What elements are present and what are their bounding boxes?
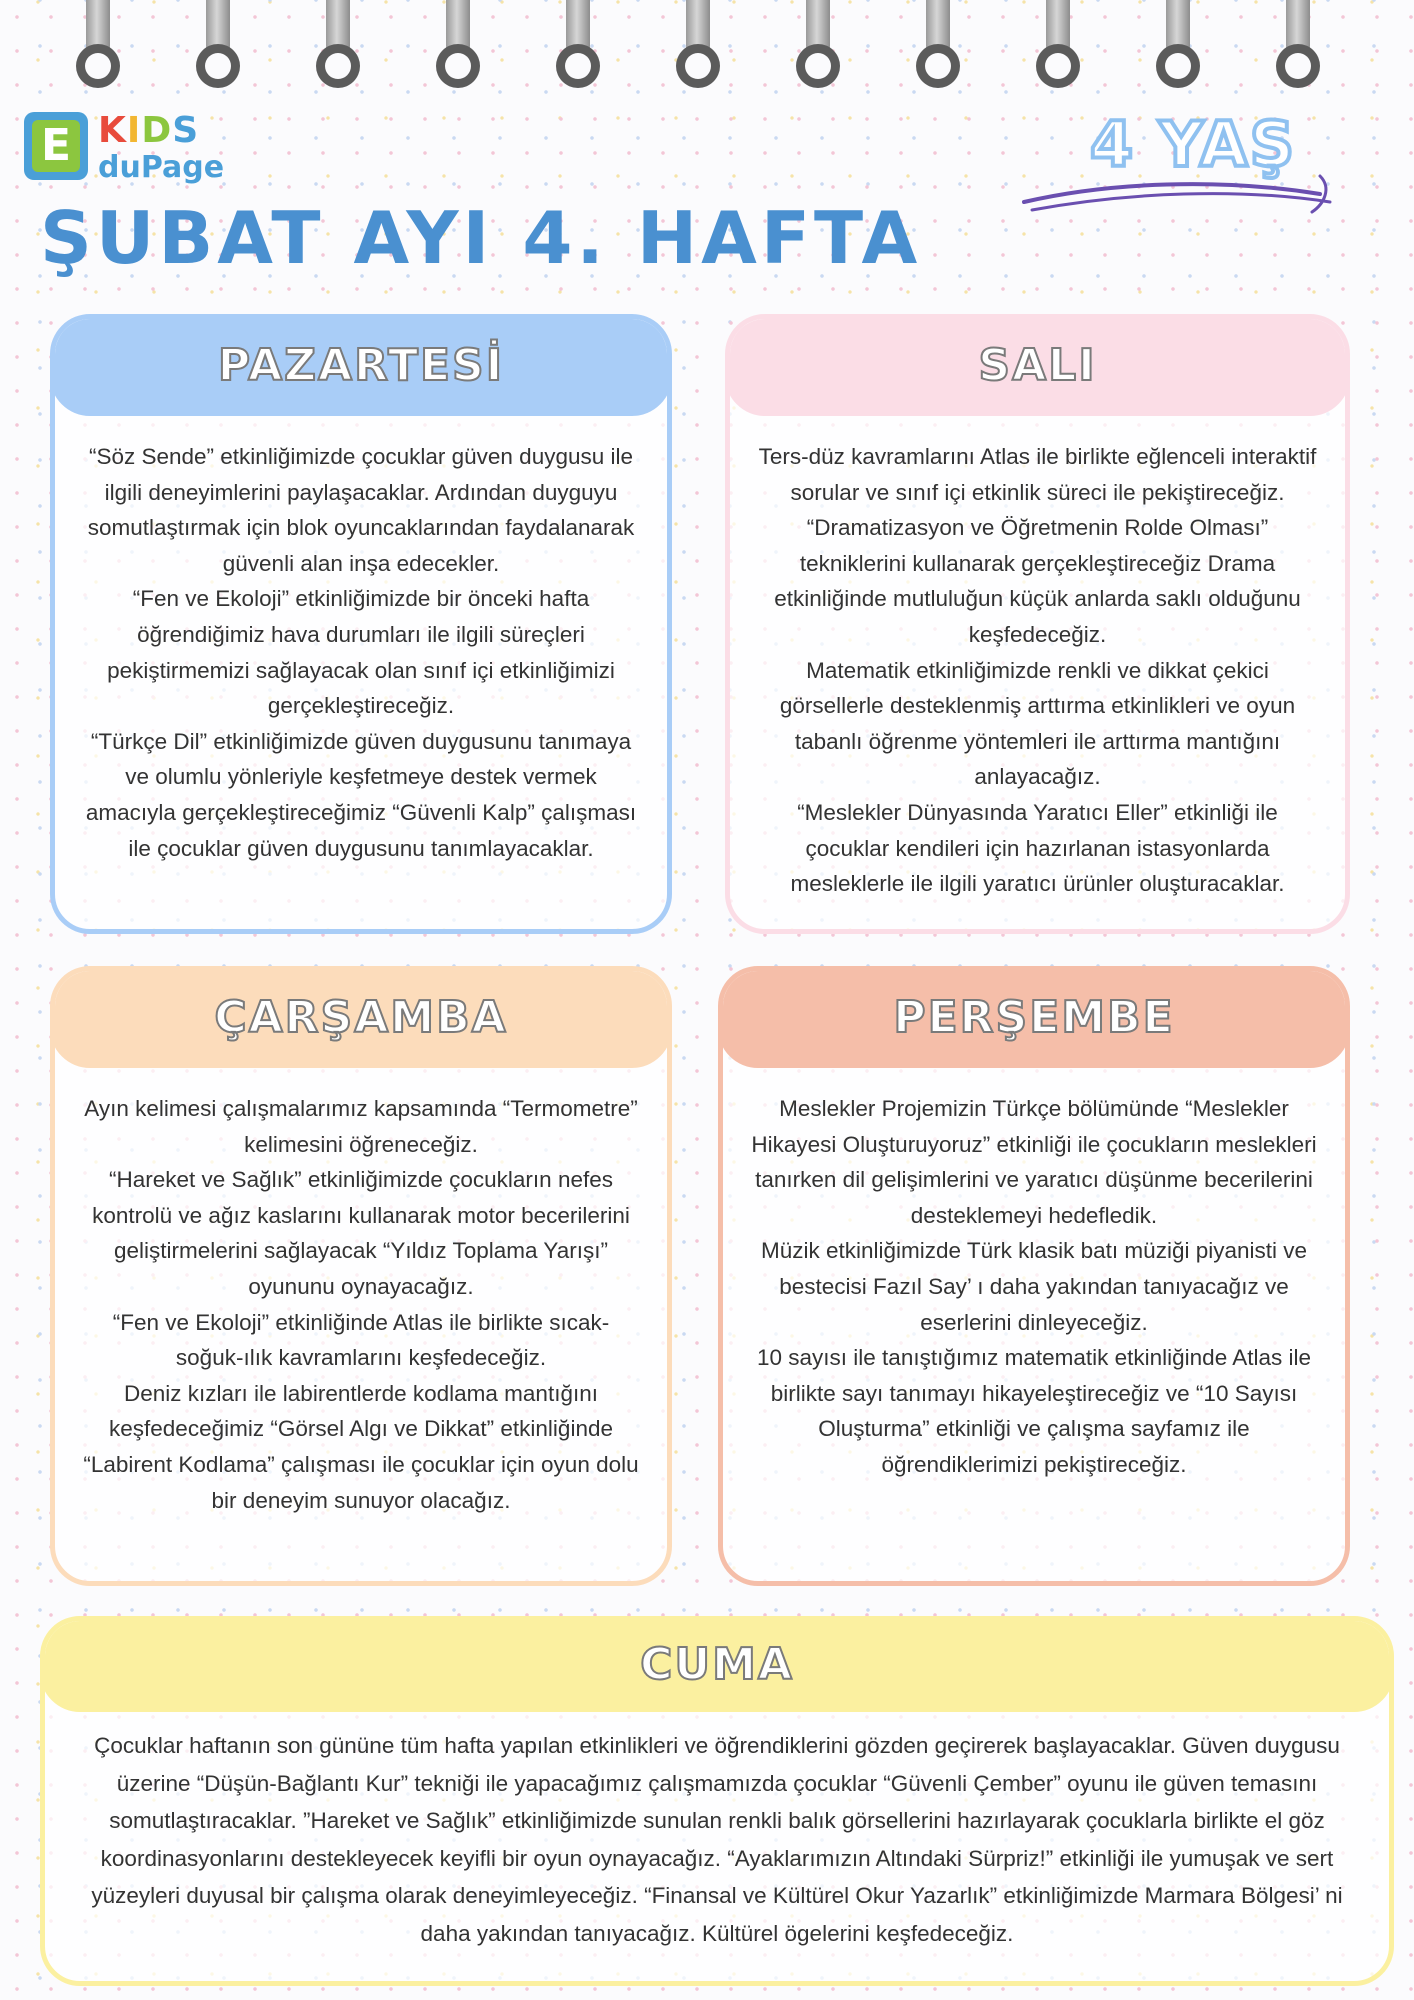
notebook-rings bbox=[0, 0, 1414, 100]
day-card-monday bbox=[50, 314, 672, 934]
day-card-body bbox=[67, 1727, 1367, 1952]
swoosh-underline-icon bbox=[1020, 168, 1340, 218]
ring-binding bbox=[796, 0, 840, 96]
activity-text: “Hareket ve Sağlık” etkinliğimizde çocukların nefes kontrolü ve ağız kaslarını kullanarak motor becerilerini geliştirmelerini sağlayacak “Yıldız Toplama Yarışı” oyununu oynayacağız. bbox=[92, 1167, 630, 1299]
activity-text: “Fen ve Ekoloji” etkinliğinde Atlas ile birlikte sıcak-soğuk-ılık kavramlarını keşfedeceğiz. bbox=[112, 1309, 610, 1371]
kids-dupage-logo bbox=[24, 112, 224, 188]
activity-text: Deniz kızları ile labirentlerde kodlama mantığını keşfedeceğimiz “Görsel Algı ve Dikkat” etkinliğinde “Labirent Kodlama” çalışması ile çocuklar için oyun dolu bir deneyim sunuyor olacağız. bbox=[83, 1380, 639, 1513]
activity-text: “Meslekler Dünyasında Yaratıcı Eller” etkinliği ile çocuklar kendileri için hazırlanan istasyonlarda mesleklerle ile ilgili yaratıcı ürünler oluşturacaklar. bbox=[790, 799, 1285, 897]
day-card-body bbox=[751, 1091, 1317, 1483]
day-card-body bbox=[83, 1091, 639, 1518]
page-title: ŞUBAT AYI 4. HAFTA bbox=[40, 196, 922, 280]
day-title: PERŞEMBE bbox=[893, 991, 1175, 1043]
activity-text: Çocuklar haftanın son gününe tüm hafta yapılan etkinlikleri ve öğrendiklerini gözden geçirerek başlayacaklar. Güven duygusu üzerine “Düşün-Bağlantı Kur” tekniği ile yapacağımız çalışmamızda çocuklar “Güvenli Çember” oyunu ile güven temasını somutlaştıracaklar. ”Hareket ve Sağlık” etkinliğimizde sunulan renkli balık görsellerini hazırlayarak çocuklarla birlikte el göz koordinasyonlarını destekleyecek keyifli bir oyun oynayacağız. “Ayaklarımızın Altındaki Sürpriz!” etkinliği ile yumuşak ve sert yüzeyleri duyusal bir çalışma olarak deneyimleyeceğiz. “Finansal ve Kültürel Okur Yazarlık” etkinliğimizde Marmara Bölgesi’ ni daha yakından tanıyacağız. Kültürel ögelerini keşfedeceğiz. bbox=[91, 1733, 1343, 1946]
day-card-body bbox=[758, 439, 1317, 902]
ring-binding bbox=[436, 0, 480, 96]
day-card-thursday bbox=[718, 966, 1350, 1586]
day-card-header bbox=[40, 1616, 1394, 1712]
day-title: CUMA bbox=[640, 1638, 794, 1690]
ring-binding bbox=[676, 0, 720, 96]
logo-dupage-text: duPage bbox=[98, 150, 225, 185]
ring-binding bbox=[76, 0, 120, 96]
activity-text: Ayın kelimesi çalışmalarımız kapsamında “Termometre” kelimesini öğreneceğiz. bbox=[84, 1096, 638, 1157]
ring-binding bbox=[1036, 0, 1080, 96]
day-title: ÇARŞAMBA bbox=[214, 991, 508, 1043]
activity-text: Matematik etkinliğimizde renkli ve dikkat çekici görsellerle desteklenmiş arttırma etkinlikleri ve oyun tabanlı öğrenme yöntemleri ile arttırma mantığını anlayacağız. bbox=[779, 657, 1296, 790]
activity-text: “Fen ve Ekoloji” etkinliğimizde bir önceki hafta öğrendiğimiz hava durumları ile ilgili süreçleri pekiştirmemizi sağlayacak olan sınıf içi etkinliğimizi gerçekleştireceğiz. bbox=[107, 586, 615, 719]
activity-text: “Türkçe Dil” etkinliğimizde güven duygusunu tanımaya ve olumlu yönleriyle keşfetmeye destek vermek amacıyla gerçekleştireceğimiz “Güvenli Kalp” çalışması ile çocuklar güven duygusunu tanımlayacaklar. bbox=[85, 728, 637, 861]
activity-text: 10 sayısı ile tanıştığımız matematik etkinliğinde Atlas ile birlikte sayı tanımayı hikayeleştireceğiz ve “10 Sayısı Oluşturma” etkinliği ve çalışma sayfamız ile öğrendiklerimizi pekiştireceğiz. bbox=[757, 1345, 1311, 1477]
activity-text: Meslekler Projemizin Türkçe bölümünde “Meslekler Hikayesi Oluşturuyoruz” etkinliği ile çocukların meslekleri tanırken dil gelişimlerini ve yaratıcı düşünme becerilerini desteklemeyi hedefledik. bbox=[751, 1096, 1317, 1228]
age-badge: 4 YAŞ bbox=[1090, 108, 1297, 181]
ring-binding bbox=[916, 0, 960, 96]
ring-binding bbox=[1276, 0, 1320, 96]
day-card-friday bbox=[40, 1616, 1394, 1986]
activity-text: Ters-düz kavramlarını Atlas ile birlikte eğlenceli interaktif sorular ve sınıf içi etkinlik süreci ile pekiştireceğiz. bbox=[758, 444, 1317, 505]
day-card-header bbox=[725, 314, 1350, 416]
day-card-header bbox=[50, 314, 672, 416]
ring-binding bbox=[316, 0, 360, 96]
activity-text: Müzik etkinliğimizde Türk klasik batı müziği piyanisti ve bestecisi Fazıl Say’ ı daha yakından tanıyacağız ve eserlerini dinleyeceğiz. bbox=[760, 1238, 1308, 1335]
ring-binding bbox=[556, 0, 600, 96]
day-title: PAZARTESİ bbox=[217, 339, 505, 391]
ring-binding bbox=[1156, 0, 1200, 96]
day-card-tuesday bbox=[725, 314, 1350, 934]
day-card-header bbox=[718, 966, 1350, 1068]
day-card-wednesday bbox=[50, 966, 672, 1586]
day-card-body bbox=[83, 439, 639, 866]
activity-text: “Dramatizasyon ve Öğretmenin Rolde Olması” tekniklerini kullanarak gerçekleştireceğiz Drama etkinliğinde mutluluğun küçük anlarda saklı olduğunu keşfedeceğiz. bbox=[774, 515, 1301, 647]
day-card-header bbox=[50, 966, 672, 1068]
ring-binding bbox=[196, 0, 240, 96]
activity-text: “Söz Sende” etkinliğimizde çocuklar güven duygusu ile ilgili deneyimlerini paylaşacaklar. Ardından duyguyu somutlaştırmak için blok oyuncaklarından faydalanarak güvenli alan inşa edecekler. bbox=[87, 444, 635, 576]
logo-kids-text: KIDS bbox=[98, 110, 200, 151]
day-title: SALI bbox=[978, 339, 1097, 391]
logo-e-icon: E bbox=[24, 112, 88, 180]
